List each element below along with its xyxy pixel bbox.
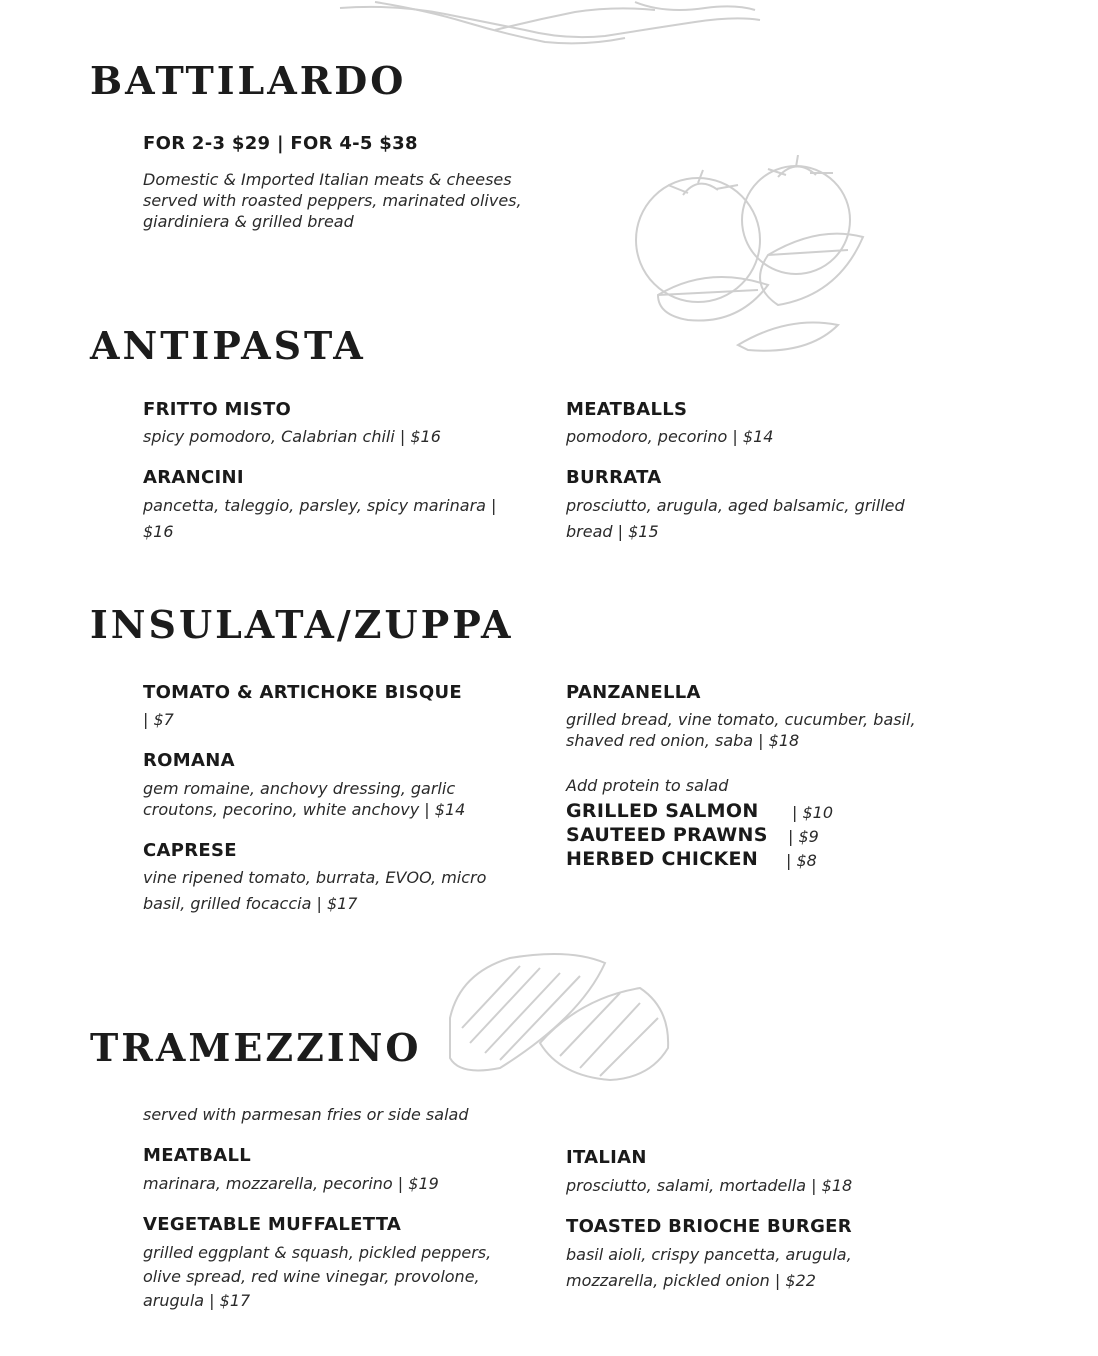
menu-item-description: spicy pomodoro, Calabrian chili | $16: [143, 427, 441, 446]
menu-item-description: pancetta, taleggio, parsley, spicy marinara | $16: [143, 496, 497, 541]
protein-note: Add protein to salad: [566, 776, 729, 795]
menu-item-description: gem romaine, anchovy dressing, garlic croutons, pecorino, white anchovy | $14: [143, 779, 466, 819]
menu-item-name: ITALIAN: [566, 1147, 647, 1168]
menu-item-description: | $7: [143, 710, 174, 729]
panini-sketch-icon: [440, 948, 675, 1088]
menu-item-name: ROMANA: [143, 750, 235, 771]
menu-item-name: MEATBALL: [143, 1145, 252, 1166]
menu-item-description: grilled eggplant & squash, pickled peppers, olive spread, red wine vinegar, provolone, arugula | $17: [143, 1243, 492, 1310]
menu-item-name: TOMATO & ARTICHOKE BISQUE: [143, 682, 462, 703]
section-heading-tramezzino: TRAMEZZINO: [90, 1025, 422, 1070]
menu-item-description: basil aioli, crispy pancetta, arugula, mozzarella, pickled onion | $22: [566, 1245, 852, 1290]
menu-item-description: pomodoro, pecorino | $14: [566, 427, 774, 446]
section-heading-insulata-zuppa: INSULATA/ZUPPA: [90, 602, 514, 647]
menu-item-name: PANZANELLA: [566, 682, 701, 703]
menu-item-name: VEGETABLE MUFFALETTA: [143, 1214, 402, 1235]
protein-name: GRILLED SALMON: [566, 800, 759, 822]
tomato-basil-sketch-icon: [628, 155, 868, 355]
battilardo-price: FOR 2-3 $29 | FOR 4-5 $38: [143, 133, 418, 154]
menu-item-name: ARANCINI: [143, 467, 244, 488]
protein-price: | $10: [792, 803, 834, 822]
menu-item-description: prosciutto, arugula, aged balsamic, grilled bread | $15: [566, 496, 905, 541]
menu-item-name: MEATBALLS: [566, 399, 688, 420]
tramezzino-note: served with parmesan fries or side salad: [143, 1105, 469, 1124]
menu-item-description: vine ripened tomato, burrata, EVOO, micro basil, grilled focaccia | $17: [143, 868, 487, 913]
menu-item-description: prosciutto, salami, mortadella | $18: [566, 1176, 853, 1195]
protein-name: SAUTEED PRAWNS: [566, 824, 768, 846]
landscape-sketch-icon: [335, 0, 765, 50]
section-heading-antipasta: ANTIPASTA: [90, 323, 366, 368]
section-heading-battilardo: BATTILARDO: [90, 58, 407, 103]
protein-price: | $8: [786, 851, 817, 870]
menu-item-name: BURRATA: [566, 467, 662, 488]
menu-item-name: TOASTED BRIOCHE BURGER: [566, 1216, 852, 1237]
menu-item-description: grilled bread, vine tomato, cucumber, basil, shaved red onion, saba | $18: [566, 710, 916, 750]
protein-price: | $9: [788, 827, 819, 846]
battilardo-description: Domestic & Imported Italian meats & cheeses served with roasted peppers, marinated olives, giardiniera & grilled bread: [143, 170, 522, 231]
menu-item-name: FRITTO MISTO: [143, 399, 292, 420]
protein-name: HERBED CHICKEN: [566, 848, 759, 870]
menu-item-description: marinara, mozzarella, pecorino | $19: [143, 1174, 439, 1193]
menu-item-name: CAPRESE: [143, 840, 237, 861]
